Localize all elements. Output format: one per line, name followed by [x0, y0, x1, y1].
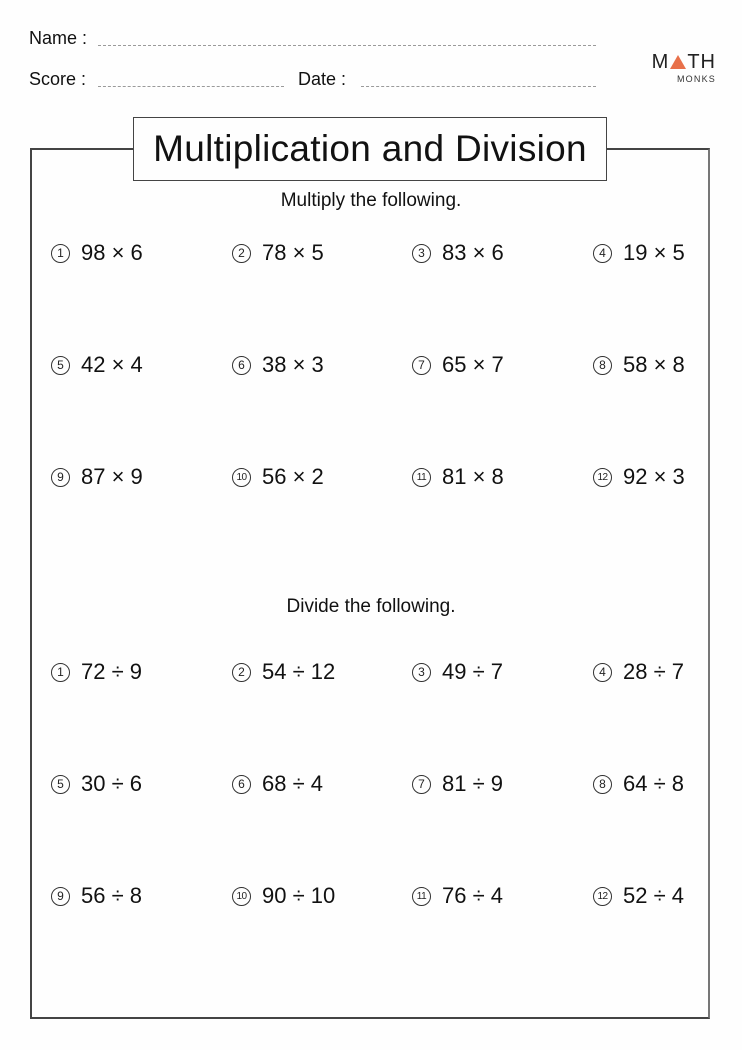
- problem-expression: 19 × 5: [623, 240, 685, 265]
- problem-number-badge: 5: [51, 775, 70, 794]
- worksheet-title: Multiplication and Division: [133, 117, 607, 181]
- problem-number-badge: 10: [232, 468, 251, 487]
- problem-expression: 83 × 6: [442, 240, 504, 265]
- problem-expression: 56 ÷ 8: [81, 883, 143, 908]
- problem-number-badge: 6: [232, 775, 251, 794]
- problem-expression: 30 ÷ 6: [81, 771, 143, 796]
- problem-number-badge: 2: [232, 663, 251, 682]
- problem-number-badge: 6: [232, 356, 251, 375]
- problem-expression: 98 × 6: [81, 240, 143, 265]
- problem-item: [51, 771, 142, 797]
- problem-expression: 76 ÷ 4: [442, 883, 504, 908]
- problem-item: [412, 464, 504, 490]
- logo-subtext: MONKS: [676, 74, 716, 84]
- problem-expression: 52 ÷ 4: [623, 883, 685, 908]
- problem-number-badge: 10: [232, 887, 251, 906]
- problem-number-badge: 8: [593, 775, 612, 794]
- problem-item: [232, 352, 324, 378]
- problem-number-badge: 7: [412, 356, 431, 375]
- date-label: Date :: [298, 69, 347, 89]
- problem-number-badge: 1: [51, 244, 70, 263]
- logo-text-right: TH: [687, 51, 716, 73]
- problem-item: [593, 240, 685, 266]
- problem-expression: 56 × 2: [262, 464, 324, 489]
- problem-item: [593, 464, 685, 490]
- problem-item: [412, 771, 503, 797]
- problem-item: [51, 883, 142, 909]
- problem-item: [232, 240, 324, 266]
- problem-expression: 65 × 7: [442, 352, 504, 377]
- problem-number-badge: 5: [51, 356, 70, 375]
- problem-expression: 54 ÷ 12: [262, 659, 336, 684]
- problem-expression: 92 × 3: [623, 464, 685, 489]
- problem-number-badge: 9: [51, 887, 70, 906]
- score-label: Score :: [29, 69, 87, 89]
- problem-number-badge: 2: [232, 244, 251, 263]
- problem-number-badge: 9: [51, 468, 70, 487]
- problem-number-badge: 12: [593, 887, 612, 906]
- problem-item: [412, 352, 504, 378]
- problem-item: [51, 659, 142, 685]
- date-field[interactable]: [361, 86, 596, 87]
- math-monks-logo: [652, 52, 716, 84]
- problem-item: [51, 240, 143, 266]
- problem-item: [232, 464, 324, 490]
- problem-number-badge: 3: [412, 244, 431, 263]
- problem-expression: 42 × 4: [81, 352, 143, 377]
- name-label: Name :: [29, 28, 88, 48]
- problem-expression: 68 ÷ 4: [262, 771, 324, 796]
- problem-expression: 72 ÷ 9: [81, 659, 143, 684]
- problem-item: [412, 240, 504, 266]
- name-field[interactable]: [98, 45, 596, 46]
- logo-text-left: M: [651, 51, 670, 73]
- problem-number-badge: 11: [412, 887, 431, 906]
- problem-number-badge: 12: [593, 468, 612, 487]
- division-instruction: Divide the following.: [286, 596, 456, 617]
- problem-item: [412, 883, 503, 909]
- problem-number-badge: 8: [593, 356, 612, 375]
- problem-expression: 87 × 9: [81, 464, 143, 489]
- score-field[interactable]: [98, 86, 284, 87]
- problem-expression: 81 ÷ 9: [442, 771, 504, 796]
- problem-item: [593, 883, 684, 909]
- problem-expression: 49 ÷ 7: [442, 659, 504, 684]
- problem-item: [593, 771, 684, 797]
- problem-number-badge: 4: [593, 663, 612, 682]
- problem-number-badge: 3: [412, 663, 431, 682]
- problem-expression: 81 × 8: [442, 464, 504, 489]
- triangle-icon: [670, 55, 686, 69]
- problem-expression: 64 ÷ 8: [623, 771, 685, 796]
- problem-number-badge: 4: [593, 244, 612, 263]
- problem-number-badge: 11: [412, 468, 431, 487]
- problem-item: [593, 352, 685, 378]
- problem-item: [232, 771, 323, 797]
- problem-item: [593, 659, 684, 685]
- problem-number-badge: 1: [51, 663, 70, 682]
- problem-item: [232, 883, 335, 909]
- problem-expression: 38 × 3: [262, 352, 324, 377]
- problem-expression: 58 × 8: [623, 352, 685, 377]
- problem-item: [51, 352, 143, 378]
- problem-item: [232, 659, 335, 685]
- problem-item: [51, 464, 143, 490]
- problem-expression: 28 ÷ 7: [623, 659, 685, 684]
- problem-expression: 90 ÷ 10: [262, 883, 336, 908]
- problem-item: [412, 659, 503, 685]
- multiplication-instruction: Multiply the following.: [280, 190, 462, 211]
- problem-expression: 78 × 5: [262, 240, 324, 265]
- problem-number-badge: 7: [412, 775, 431, 794]
